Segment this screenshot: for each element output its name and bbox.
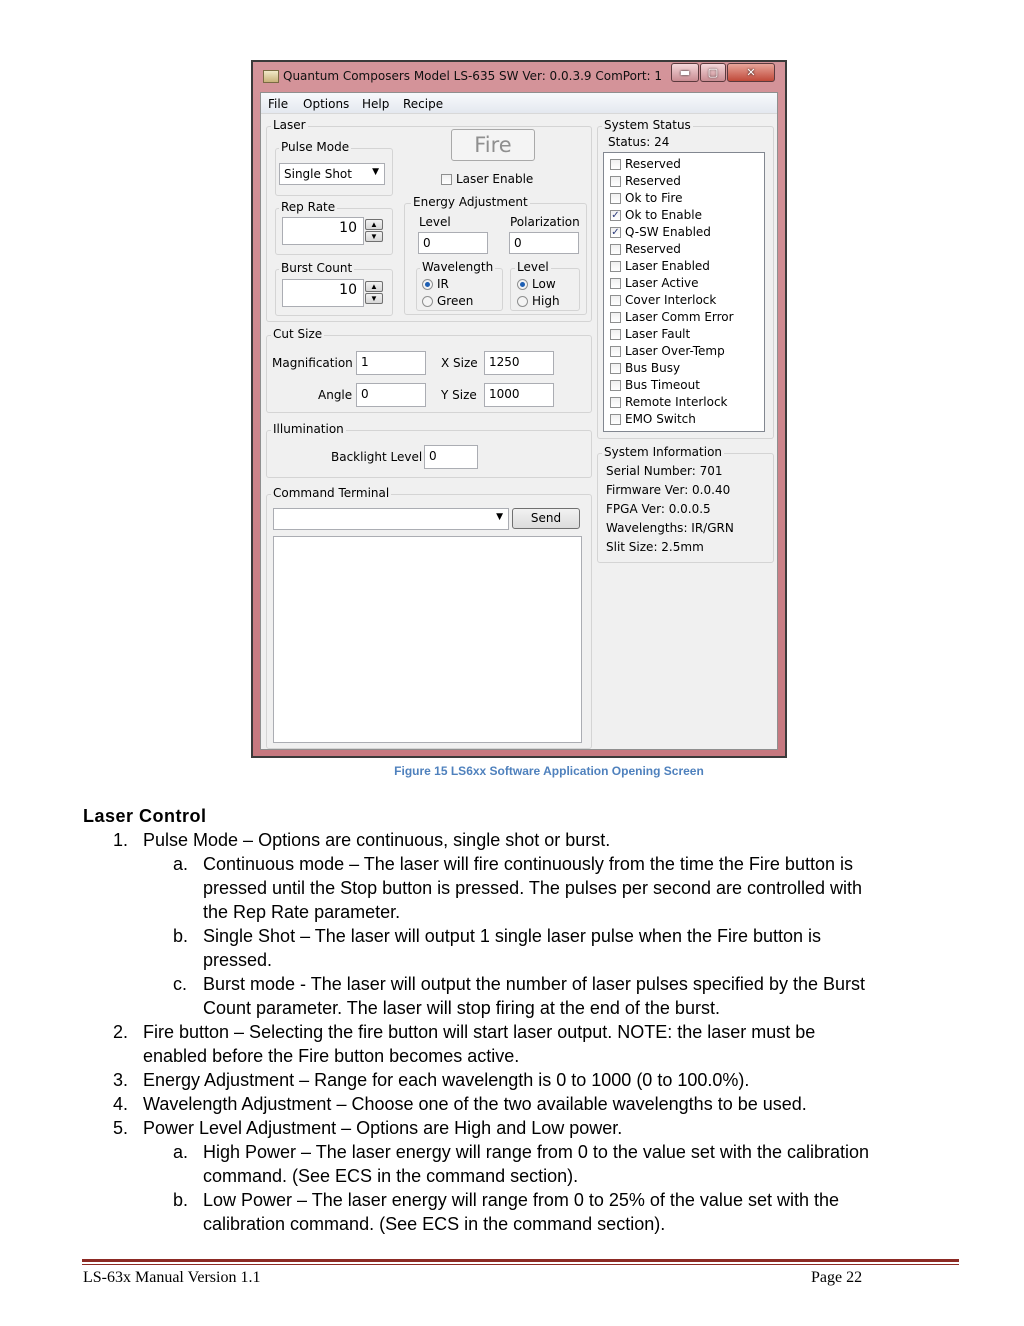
status-item-label: Reserved [625,242,681,256]
status-item-label: Reserved [625,174,681,188]
burst-count-down-button[interactable]: ▼ [365,293,383,304]
status-item-label: EMO Switch [625,412,696,426]
command-input[interactable] [273,508,509,530]
system-status-label: System Status [604,118,691,132]
magnification-label: Magnification [272,356,353,370]
list-item-text: command. (See ECS in the command section). [203,1166,579,1186]
pulse-mode-select[interactable] [279,163,385,185]
list-marker: a. [173,1142,189,1162]
level-high-label: High [532,294,560,308]
status-item-label: Ok to Enable [625,208,702,222]
status-item-label: Remote Interlock [625,395,728,409]
status-checkbox [610,159,621,170]
chevron-down-icon: ▼ [372,167,379,177]
status-checkbox: ✓ [611,210,620,221]
close-button[interactable]: ✕ [727,63,775,82]
status-checkbox [610,312,621,323]
list-item-text: Low Power – The laser energy will range from 0 to 25% of the value set with the [203,1190,840,1210]
send-button[interactable]: Send [512,508,580,529]
maximize-button[interactable]: ▢ [700,63,726,82]
wavelength-green-radio[interactable] [422,296,433,307]
angle-input[interactable]: 0 [356,383,426,407]
list-item-text: Power Level Adjustment – Options are High and Low power. [143,1118,623,1138]
status-item-label: Bus Busy [625,361,681,375]
list-item-text: Single Shot – The laser will output 1 single laser pulse when the Fire button is [203,926,822,946]
terminal-output[interactable] [273,536,582,743]
menu-recipe[interactable]: Recipe [403,97,444,111]
cut-size-label: Cut Size [273,327,323,341]
polarization-input[interactable]: 0 [509,232,579,254]
illumination-label: Illumination [273,422,344,436]
list-marker: b. [173,926,189,946]
status-checkbox: ✓ [611,227,620,238]
menu-file[interactable]: File [268,97,289,111]
list-marker: 3. [113,1070,129,1090]
list-marker: c. [173,974,188,994]
list-marker: 2. [113,1022,129,1042]
status-checkbox [610,380,621,391]
list-item-text: High Power – The laser energy will range from 0 to the value set with the calibration [203,1142,870,1162]
command-terminal-label: Command Terminal [273,486,390,500]
footer-page-number: Page 22 [811,1269,863,1286]
footer-rule [82,1259,959,1262]
status-checkbox [610,329,621,340]
fire-button[interactable]: Fire [451,129,535,161]
list-marker: a. [173,854,189,874]
rep-rate-down-button[interactable]: ▼ [365,231,383,242]
system-info-line: Firmware Ver: 0.0.40 [606,483,731,497]
window-title: Quantum Composers Model LS-635 SW Ver: 0.0.3.9 ComPort: 1 [283,69,663,83]
status-checkbox [610,176,621,187]
list-item-text: Pulse Mode – Options are continuous, single shot or burst. [143,830,611,850]
status-item-label: Laser Enabled [625,259,710,273]
list-marker: 5. [113,1118,129,1138]
power-level-label: Level [517,260,549,274]
backlight-level-input[interactable]: 0 [424,445,478,469]
level-low-label: Low [532,277,556,291]
chevron-down-icon: ▼ [496,512,503,522]
list-item-text: the Rep Rate parameter. [203,902,401,922]
laser-group-label: Laser [273,118,306,132]
footer-rule-thin [82,1264,959,1265]
title-bar [253,62,785,92]
minimize-button[interactable]: ▬ [671,63,699,82]
list-item-text: Continuous mode – The laser will fire continuously from the time the Fire button is [203,854,853,874]
rep-rate-up-button[interactable]: ▲ [365,219,383,230]
app-icon [263,70,279,83]
list-item-text: enabled before the Fire button becomes active. [143,1046,520,1066]
menu-bar [261,93,777,114]
system-info-line: Slit Size: 2.5mm [606,540,704,554]
status-checkbox [610,363,621,374]
status-item-label: Laser Over-Temp [625,344,725,358]
x-size-label: X Size [441,356,478,370]
pulse-mode-label: Pulse Mode [281,140,350,154]
status-item-label: Cover Interlock [625,293,717,307]
system-info-line: Serial Number: 701 [606,464,723,478]
level-high-radio[interactable] [517,296,528,307]
wavelength-label: Wavelength [422,260,494,274]
status-item-label: Bus Timeout [625,378,700,392]
section-title: Laser Control [83,806,207,826]
system-info-line: FPGA Ver: 0.0.0.5 [606,502,711,516]
list-item-text: Burst mode - The laser will output the number of laser pulses specified by the Burst [203,974,865,994]
burst-count-input[interactable]: 10 [282,279,364,307]
status-item-label: Laser Active [625,276,699,290]
list-marker: b. [173,1190,189,1210]
figure-caption: Figure 15 LS6xx Software Application Opening Screen [394,764,704,778]
footer-version: LS-63x Manual Version 1.1 [83,1269,261,1286]
magnification-input[interactable]: 1 [356,351,426,375]
status-checkbox [610,244,621,255]
energy-level-input[interactable]: 0 [418,232,488,254]
rep-rate-label: Rep Rate [281,200,336,214]
status-item-label: Reserved [625,157,681,171]
rep-rate-input[interactable]: 10 [282,217,364,245]
menu-help[interactable]: Help [362,97,390,111]
laser-enable-checkbox[interactable] [441,174,452,185]
pulse-mode-value: Single Shot [284,167,352,181]
backlight-level-label: Backlight Level [331,450,423,464]
polarization-label: Polarization [510,215,580,229]
burst-count-up-button[interactable]: ▲ [365,281,383,292]
list-item-text: pressed. [203,950,273,970]
status-checkbox [610,397,621,408]
burst-count-label: Burst Count [281,261,353,275]
window-client-area [260,92,778,750]
energy-adjustment-label: Energy Adjustment [413,195,528,209]
status-text: Status: 24 [608,135,670,149]
x-size-input[interactable]: 1250 [484,351,554,375]
status-checkbox [610,346,621,357]
menu-options[interactable]: Options [303,97,350,111]
status-checkbox [610,261,621,272]
status-item-label: Q-SW Enabled [625,225,711,239]
list-item-text: calibration command. (See ECS in the command section). [203,1214,666,1234]
laser-enable-label: Laser Enable [456,172,534,186]
app-window [251,60,787,758]
status-checkbox [610,295,621,306]
status-item-label: Ok to Fire [625,191,683,205]
list-item-text: pressed until the Stop button is pressed. The pulses per second are controlled with [203,878,863,898]
list-marker: 1. [113,830,129,850]
system-info-label: System Information [604,445,723,459]
wavelength-ir-label: IR [437,277,449,291]
system-info-line: Wavelengths: IR/GRN [606,521,734,535]
level-low-radio[interactable] [517,279,528,290]
list-item-text: Wavelength Adjustment – Choose one of the two available wavelengths to be used. [143,1094,807,1114]
list-item-text: Fire button – Selecting the fire button will start laser output. NOTE: the laser must be [143,1022,816,1042]
list-item-text: Energy Adjustment – Range for each wavelength is 0 to 1000 (0 to 100.0%). [143,1070,750,1090]
list-marker: 4. [113,1094,129,1114]
y-size-label: Y Size [441,388,477,402]
y-size-input[interactable]: 1000 [484,383,554,407]
energy-level-label: Level [419,215,451,229]
wavelength-green-label: Green [437,294,474,308]
list-item-text: Count parameter. The laser will stop firing at the end of the burst. [203,998,720,1018]
angle-label: Angle [318,388,353,402]
status-item-label: Laser Fault [625,327,691,341]
status-item-label: Laser Comm Error [625,310,734,324]
wavelength-ir-radio[interactable] [422,279,433,290]
status-checkbox [610,414,621,425]
status-checkbox [610,193,621,204]
status-checkbox [610,278,621,289]
